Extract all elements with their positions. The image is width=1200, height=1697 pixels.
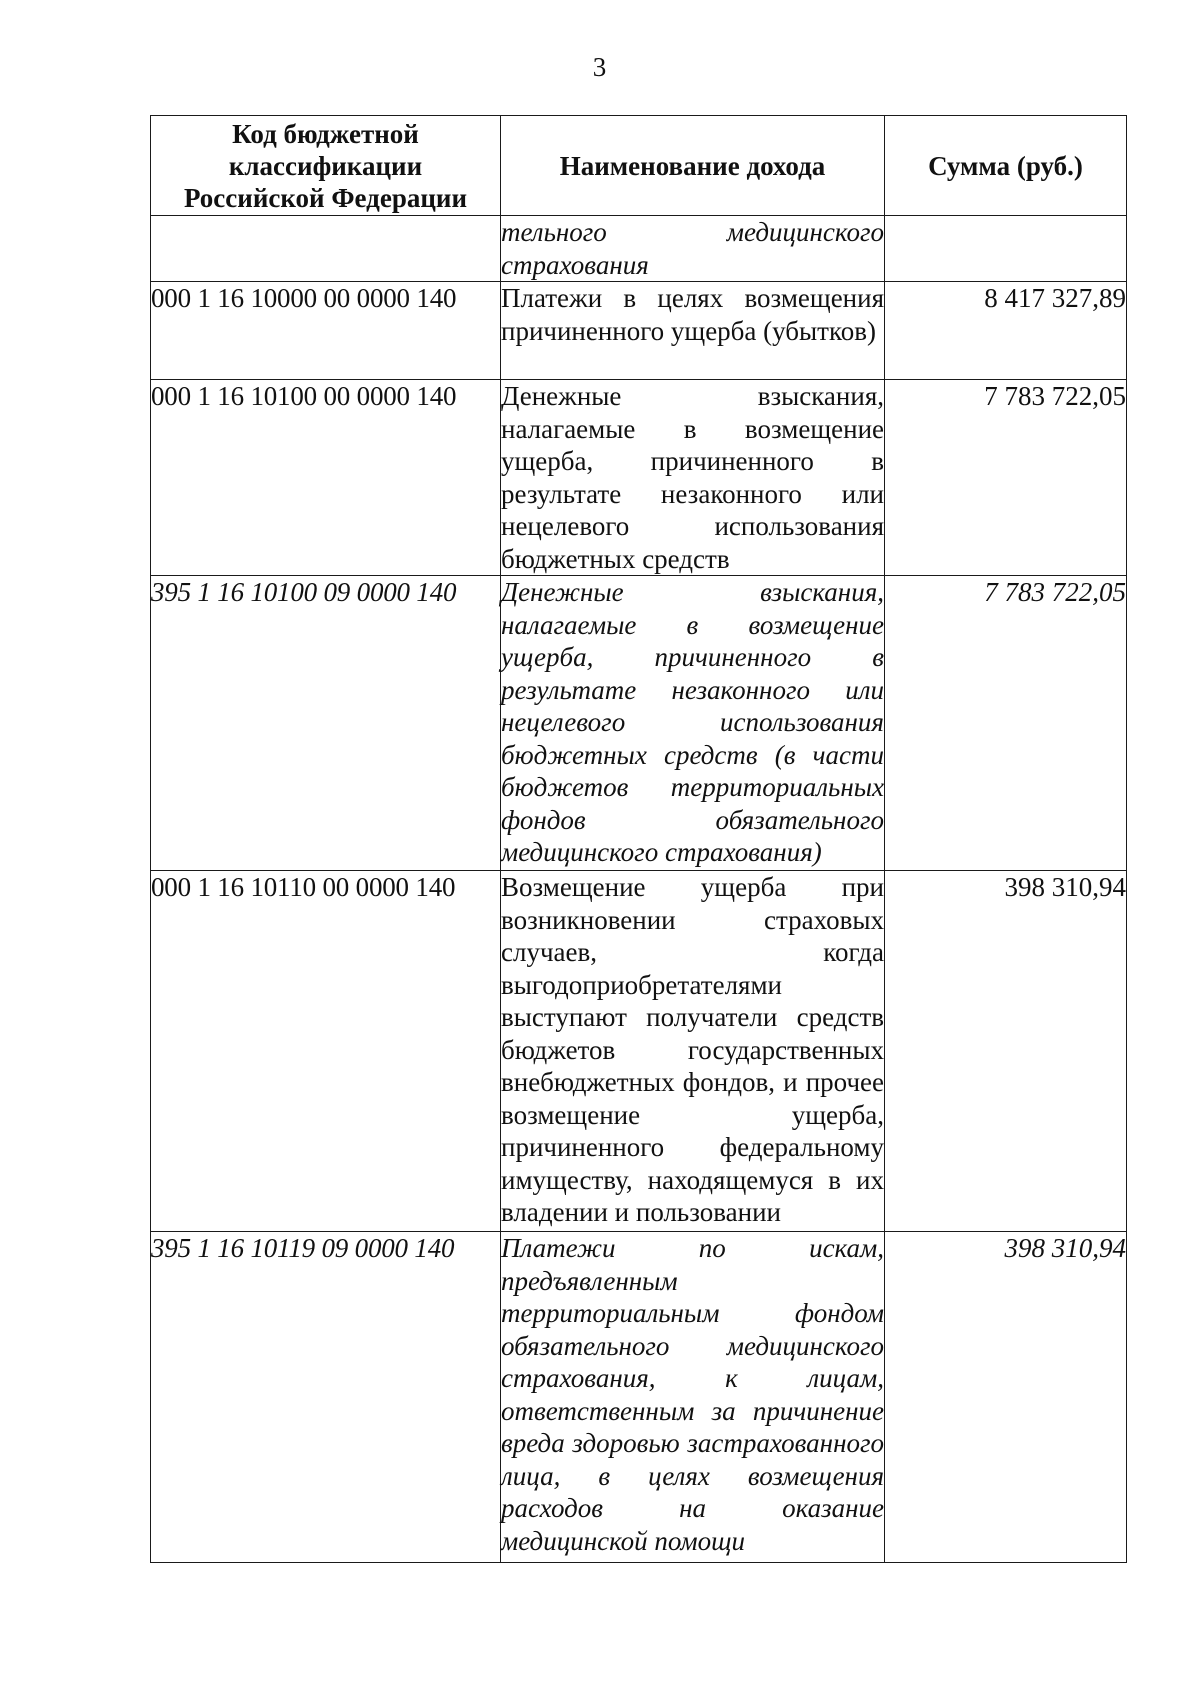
cell-code [151, 216, 501, 282]
cell-sum: 7 783 722,05 [885, 576, 1127, 871]
cell-sum: 398 310,94 [885, 1232, 1127, 1563]
cell-name: Возмещение ущерба при возникновении страховых случаев, когда выгодоприобретателями выступают получатели средств бюджетов государственных внебюджетных фондов, и прочее возмещение ущерба, причиненного федеральному имуществу, находящемуся в их владении и пользовании [501, 871, 885, 1232]
cell-name: Платежи в целях возмещения причиненного ущерба (убытков) [501, 282, 885, 380]
table-row [151, 380, 1127, 576]
page-number: 3 [592, 52, 608, 82]
budget-income-table [150, 115, 1127, 1563]
cell-code: 000 1 16 10110 00 0000 140 [151, 871, 501, 1232]
cell-code: 000 1 16 10000 00 0000 140 [151, 282, 501, 380]
table-header-row [151, 116, 1127, 216]
table-row [151, 871, 1127, 1232]
table-row [151, 576, 1127, 871]
table-row-continuation [151, 216, 1127, 282]
cell-name: Платежи по искам, предъявленным территориальным фондом обязательного медицинского страхования, к лицам, ответственным за причинение вреда здоровью застрахованного лица, в целях возмещения расходов на оказание медицинской помощи [501, 1232, 885, 1563]
cell-code: 395 1 16 10119 09 0000 140 [151, 1232, 501, 1563]
cell-code: 395 1 16 10100 09 0000 140 [151, 576, 501, 871]
header-sum: Сумма (руб.) [885, 116, 1127, 216]
table-row [151, 282, 1127, 380]
cell-code: 000 1 16 10100 00 0000 140 [151, 380, 501, 576]
cell-name: Денежные взыскания, налагаемые в возмещение ущерба, причиненного в результате незаконного или нецелевого использования бюджетных средств (в части бюджетов территориальных фондов обязательного медицинского страхования) [501, 576, 885, 871]
cell-name: Денежные взыскания, налагаемые в возмещение ущерба, причиненного в результате незаконного или нецелевого использования бюджетных средств [501, 381, 884, 574]
cell-sum: 8 417 327,89 [885, 282, 1127, 380]
cell-sum [885, 216, 1127, 282]
table-row [151, 1232, 1127, 1563]
header-name: Наименование дохода [501, 116, 885, 216]
header-code: Код бюджетной классификации Российской Федерации [151, 116, 501, 216]
cell-sum: 398 310,94 [885, 871, 1127, 1232]
cell-name: тельного медицинского страхования [501, 217, 884, 280]
cell-sum: 7 783 722,05 [885, 380, 1127, 576]
